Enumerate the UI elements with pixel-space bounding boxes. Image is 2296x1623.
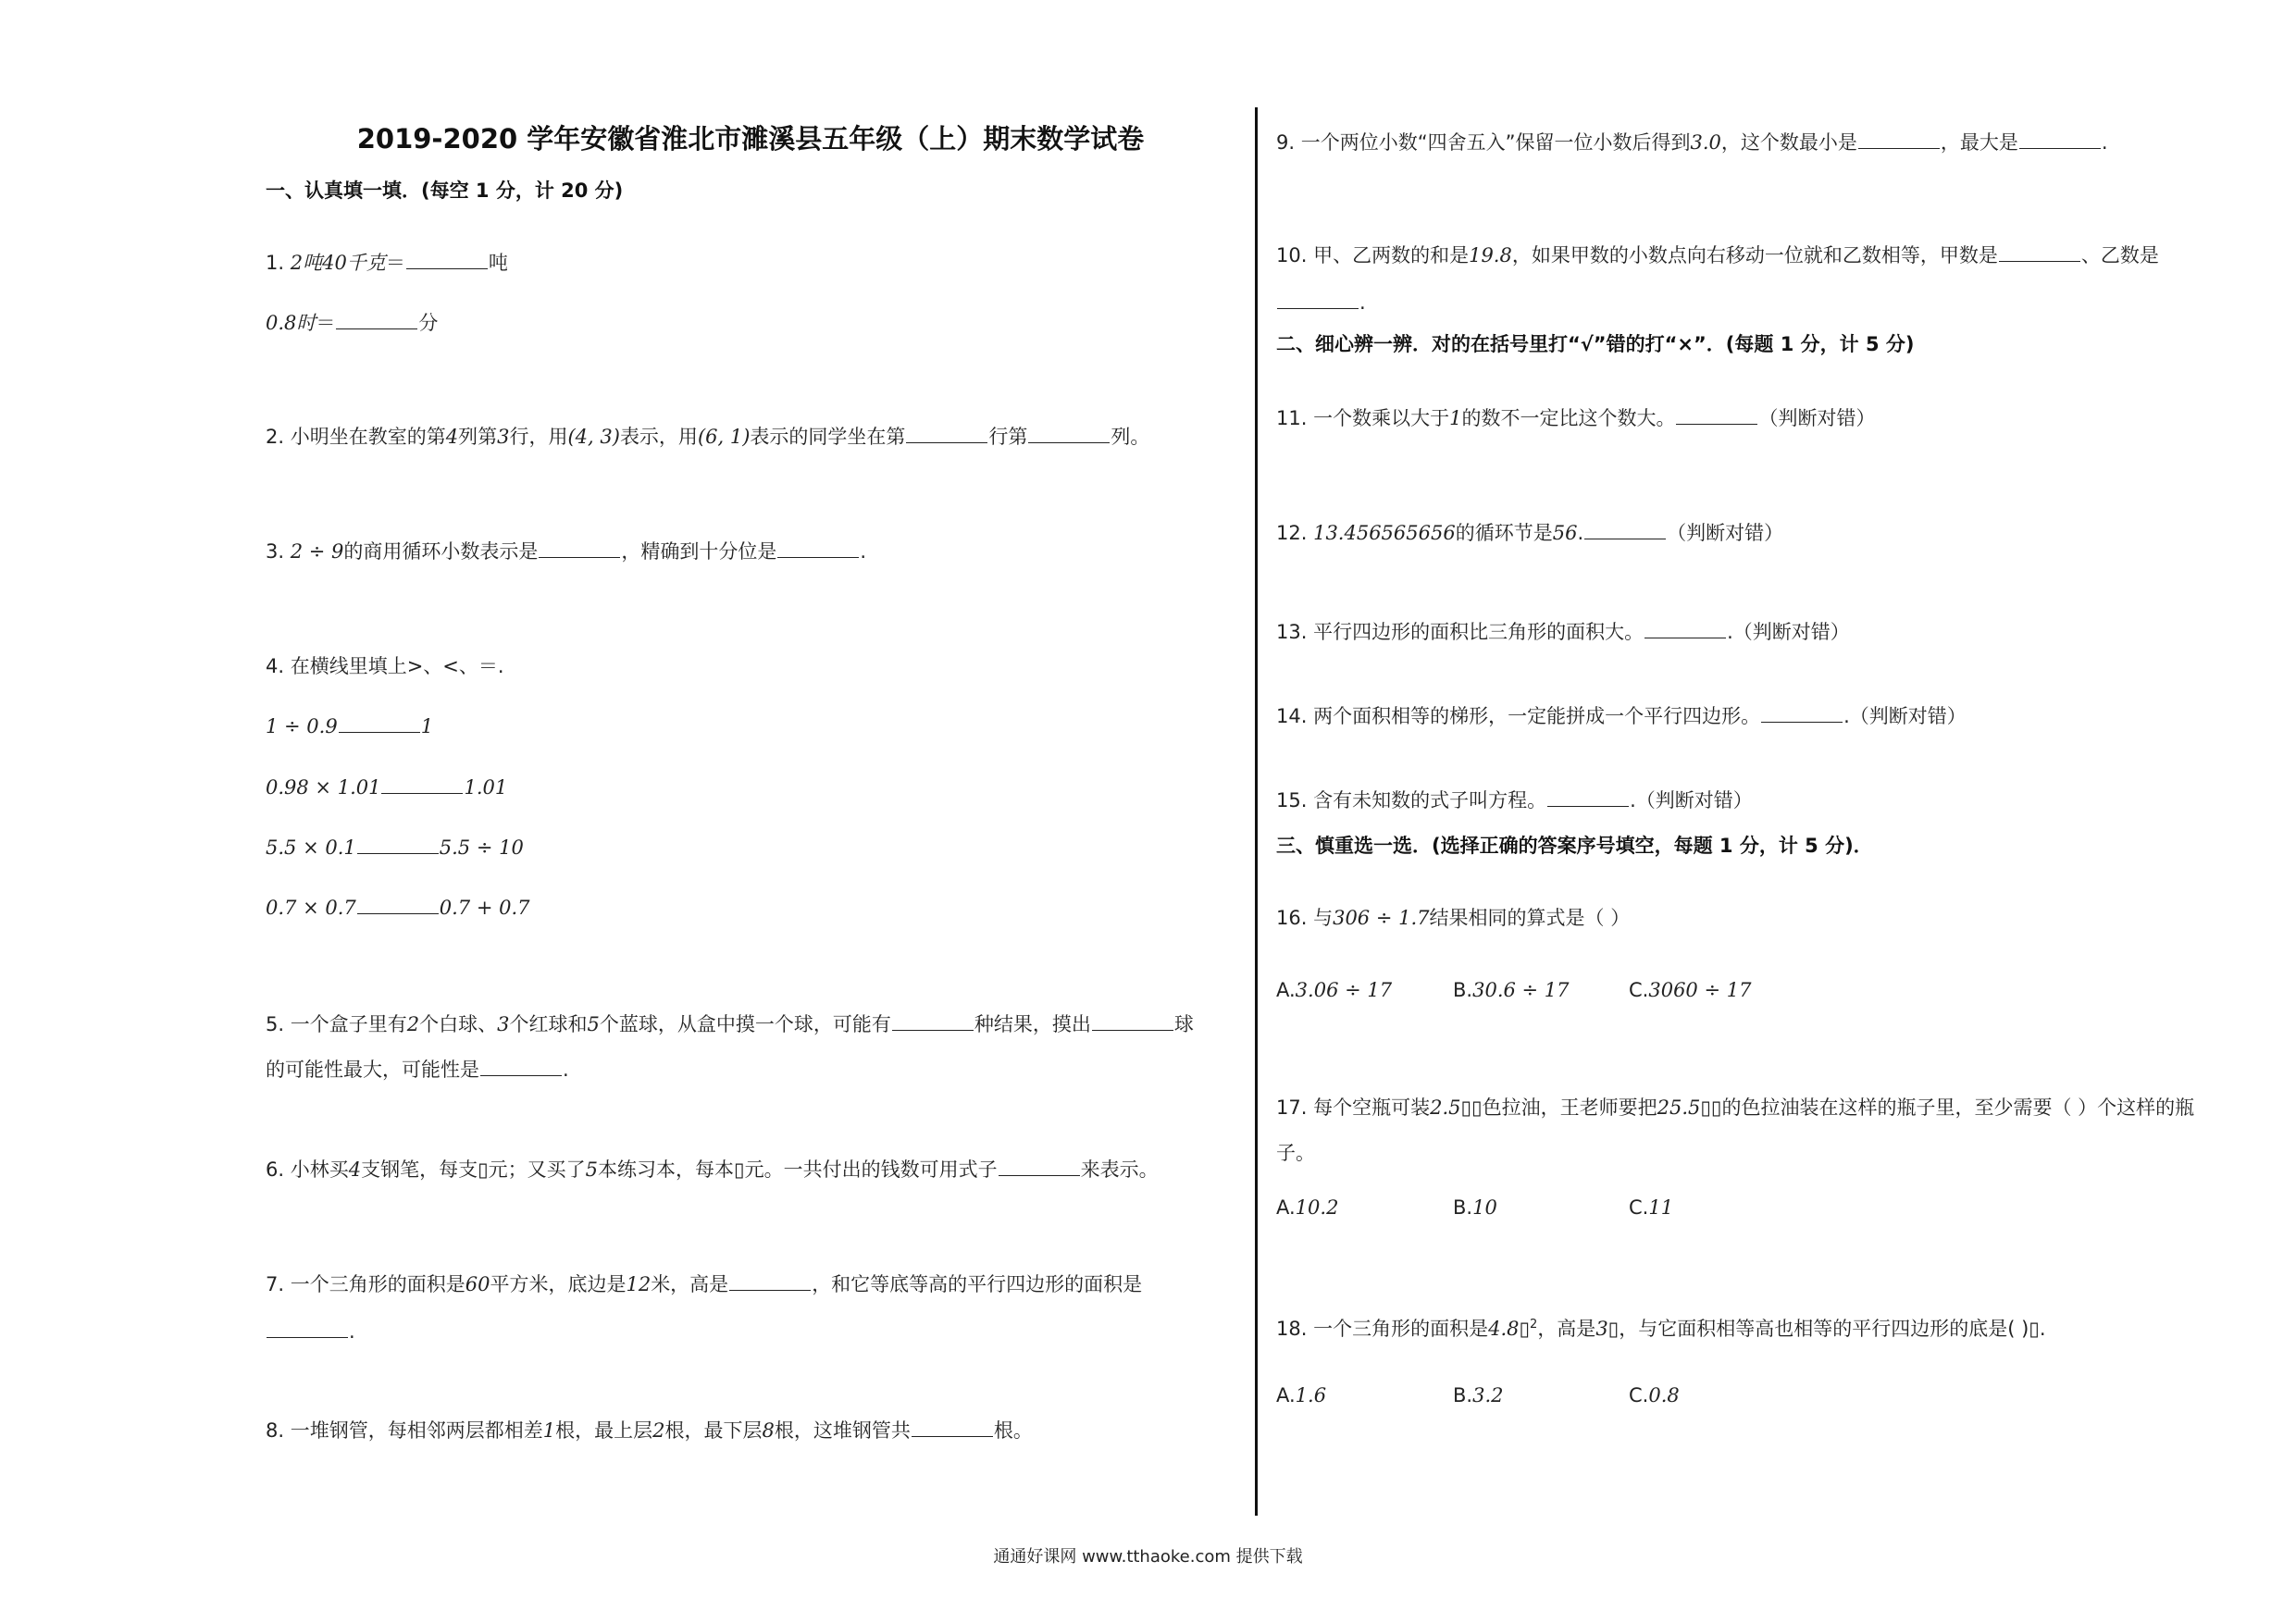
answer-blank[interactable] (1644, 621, 1726, 638)
answer-blank[interactable] (906, 426, 987, 443)
question-8: 8. 一堆钢管，每相邻两层都相差1根，最上层2根，最下层8根，这堆钢管共 根。 (266, 1419, 1033, 1442)
option-c[interactable]: C.0.8 (1629, 1384, 1680, 1406)
page-footer: 通通好课网 www.tthaoke.com 提供下载 (993, 1547, 1303, 1567)
option-b[interactable]: B.10 (1453, 1196, 1497, 1219)
question-12: 12. 13.456565656的循环节是56. （判断对错） (1276, 522, 1784, 544)
option-b[interactable]: B.3.2 (1453, 1384, 1504, 1406)
question-18: 18. 一个三角形的面积是4.8▯$^2$，高是3▯，与它面积相等高也相等的平行四边形的底是( )▯. (1276, 1318, 2046, 1340)
question-1b: 0.8时＝ 分 (266, 312, 439, 334)
question-2: 2. 小明坐在教室的第4列第3行，用(4, 3)表示，用(6, 1)表示的同学坐在第 行第 列。 (266, 426, 1150, 448)
section-1-heading: 一、认真填一填．(每空 1 分，计 20 分) (266, 180, 624, 202)
question-16: 16. 与306 ÷ 1.7结果相同的算式是（ ） (1276, 907, 1631, 929)
answer-blank[interactable] (381, 776, 463, 794)
section-2-heading: 二、细心辨一辨．对的在括号里打“√”错的打“×”．(每题 1 分，计 5 分) (1276, 333, 1915, 355)
question-17b: 子。 (1276, 1142, 1315, 1164)
answer-blank[interactable] (406, 252, 488, 269)
answer-blank[interactable] (777, 540, 859, 558)
option-c[interactable]: C.11 (1629, 1196, 1674, 1219)
question-4: 4. 在横线里填上>、<、＝. (266, 655, 504, 677)
answer-blank[interactable] (1092, 1013, 1173, 1031)
section-3-heading: 三、慎重选一选．(选择正确的答案序号填空，每题 1 分，计 5 分)． (1276, 835, 1873, 857)
option-a[interactable]: A.1.6 (1276, 1384, 1327, 1406)
answer-blank[interactable] (1761, 705, 1843, 723)
question-17a: 17. 每个空瓶可装2.5▯▯色拉油，王老师要把25.5▯▯的色拉油装在这样的瓶子里，至少需要（ ）个这样的瓶 (1276, 1096, 2195, 1119)
question-10b: . (1276, 290, 1366, 316)
answer-blank[interactable] (539, 540, 620, 558)
question-9: 9. 一个两位小数“四舍五入”保留一位小数后得到3.0，这个数最小是 ，最大是 . (1276, 131, 2108, 154)
question-15: 15. 含有未知数的式子叫方程。 .（判断对错） (1276, 789, 1753, 812)
answer-blank[interactable] (480, 1059, 562, 1076)
answer-blank[interactable] (1999, 244, 2080, 262)
answer-blank[interactable] (1028, 426, 1110, 443)
page-title: 2019-2020 学年安徽省淮北市濉溪县五年级（上）期末数学试卷 (356, 123, 1145, 155)
question-4d: 0.7 × 0.7 0.7 + 0.7 (266, 897, 530, 919)
question-11: 11. 一个数乘以大于1的数不一定比这个数大。 （判断对错） (1276, 407, 1876, 429)
answer-blank[interactable] (729, 1273, 811, 1291)
answer-blank[interactable] (999, 1158, 1080, 1176)
answer-blank[interactable] (357, 897, 439, 914)
answer-blank[interactable] (2019, 131, 2101, 149)
question-13: 13. 平行四边形的面积比三角形的面积大。 .（判断对错） (1276, 621, 1850, 643)
question-3: 3. 2 ÷ 9的商用循环小数表示是 ，精确到十分位是 . (266, 540, 867, 563)
answer-blank[interactable] (1547, 789, 1629, 807)
answer-blank[interactable] (1858, 131, 1940, 149)
question-5a: 5. 一个盒子里有2个白球、3个红球和5个蓝球，从盒中摸一个球，可能有 种结果，摸出 球 (266, 1013, 1194, 1035)
answer-blank[interactable] (1584, 522, 1666, 539)
question-4c: 5.5 × 0.1 5.5 ÷ 10 (266, 836, 524, 859)
question-6: 6. 小林买4支钢笔，每支▯元；又买了5本练习本，每本▯元。一共付出的钱数可用式子 来表示。 (266, 1158, 1159, 1181)
question-14: 14. 两个面积相等的梯形，一定能拼成一个平行四边形。 .（判断对错） (1276, 705, 1967, 727)
answer-blank[interactable] (1277, 291, 1359, 309)
answer-blank[interactable] (357, 836, 439, 854)
question-10a: 10. 甲、乙两数的和是19.8，如果甲数的小数点向右移动一位就和乙数相等，甲数是 、乙数是 (1276, 244, 2159, 266)
question-5b: 的可能性最大，可能性是 . (266, 1059, 569, 1081)
option-b[interactable]: B.30.6 ÷ 17 (1453, 979, 1570, 1001)
option-c[interactable]: C.3060 ÷ 17 (1629, 979, 1752, 1001)
answer-blank[interactable] (912, 1419, 993, 1437)
option-a[interactable]: A.3.06 ÷ 17 (1276, 979, 1393, 1001)
answer-blank[interactable] (336, 312, 417, 329)
question-7b: . (266, 1319, 355, 1344)
answer-blank[interactable] (1676, 407, 1757, 425)
answer-blank[interactable] (339, 715, 420, 733)
question-4b: 0.98 × 1.01 1.01 (266, 776, 508, 799)
option-a[interactable]: A.10.2 (1276, 1196, 1339, 1219)
question-1a: 1. 2吨40千克＝ 吨 (266, 252, 508, 274)
answer-blank[interactable] (267, 1320, 348, 1338)
question-7a: 7. 一个三角形的面积是60平方米，底边是12米，高是 ，和它等底等高的平行四边形的面积是 (266, 1273, 1143, 1295)
question-4a: 1 ÷ 0.9 1 (266, 715, 434, 737)
column-divider (1255, 107, 1258, 1516)
answer-blank[interactable] (892, 1013, 974, 1031)
